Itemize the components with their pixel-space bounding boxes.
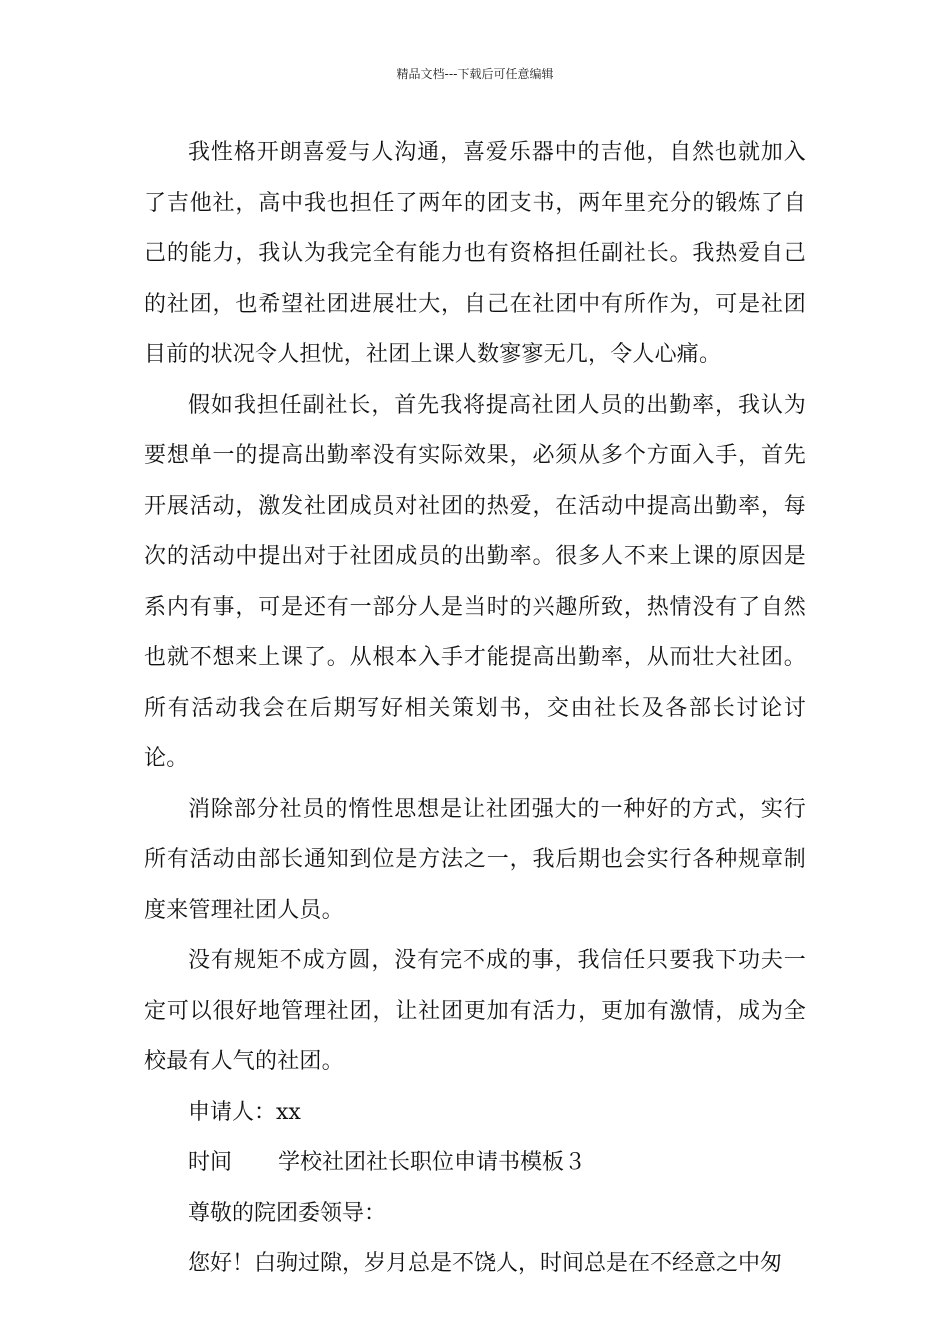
paragraph-management-plan: 消除部分社员的惰性思想是让社团强大的一种好的方式，实行所有活动由部长通知到位是方法之一，我后期也会实行各种规章制度来管理社团人员。 [144, 796, 806, 923]
time-title-line [144, 1138, 806, 1189]
next-template-title: 学校社团社长职位申请书模板３ [278, 1150, 587, 1175]
paragraph-attendance-plan: 假如我担任副社长，首先我将提高社团人员的出勤率，我认为要想单一的提高出勤率没有实际效果，必须从多个方面入手，首先开展活动，激发社团成员对社团的热爱，在活动中提高出勤率，每次的活动中提出对于社团成员的出勤率。很多人不来上课的原因是系内有事，可是还有一部分人是当时的兴趣所致，热情没有了自然也就不想来上课了。从根本入手才能提高出勤率，从而壮大社团。所有活动我会在后期写好相关策划书，交由社长及各部长讨论讨论。 [144, 392, 806, 771]
paragraph-personal-intro: 我性格开朗喜爱与人沟通，喜爱乐器中的吉他，自然也就加入了吉他社，高中我也担任了两年的团支书，两年里充分的锻炼了自己的能力，我认为我完全有能力也有资格担任副社长。我热爱自己的社团，也希望社团进展壮大，自己在社团中有所作为，可是社团目前的状况令人担忧，社团上课人数寥寥无几，令人心痛。 [144, 140, 806, 367]
time-label: 时间 [188, 1150, 233, 1175]
document-body [144, 128, 806, 1290]
salutation-line: 尊敬的院团委领导： [188, 1200, 387, 1226]
opening-line: 您好！白驹过隙，岁月总是不饶人，时间总是在不经意之中匆 [188, 1251, 783, 1276]
page-header: 精品文档---下载后可任意编辑 [396, 67, 554, 81]
paragraph-closing: 没有规矩不成方圆，没有完不成的事，我信任只要我下功夫一定可以很好地管理社团，让社团更加有活力，更加有激情，成为全校最有人气的社团。 [144, 948, 806, 1074]
applicant-line: 申请人：xx [188, 1099, 301, 1125]
